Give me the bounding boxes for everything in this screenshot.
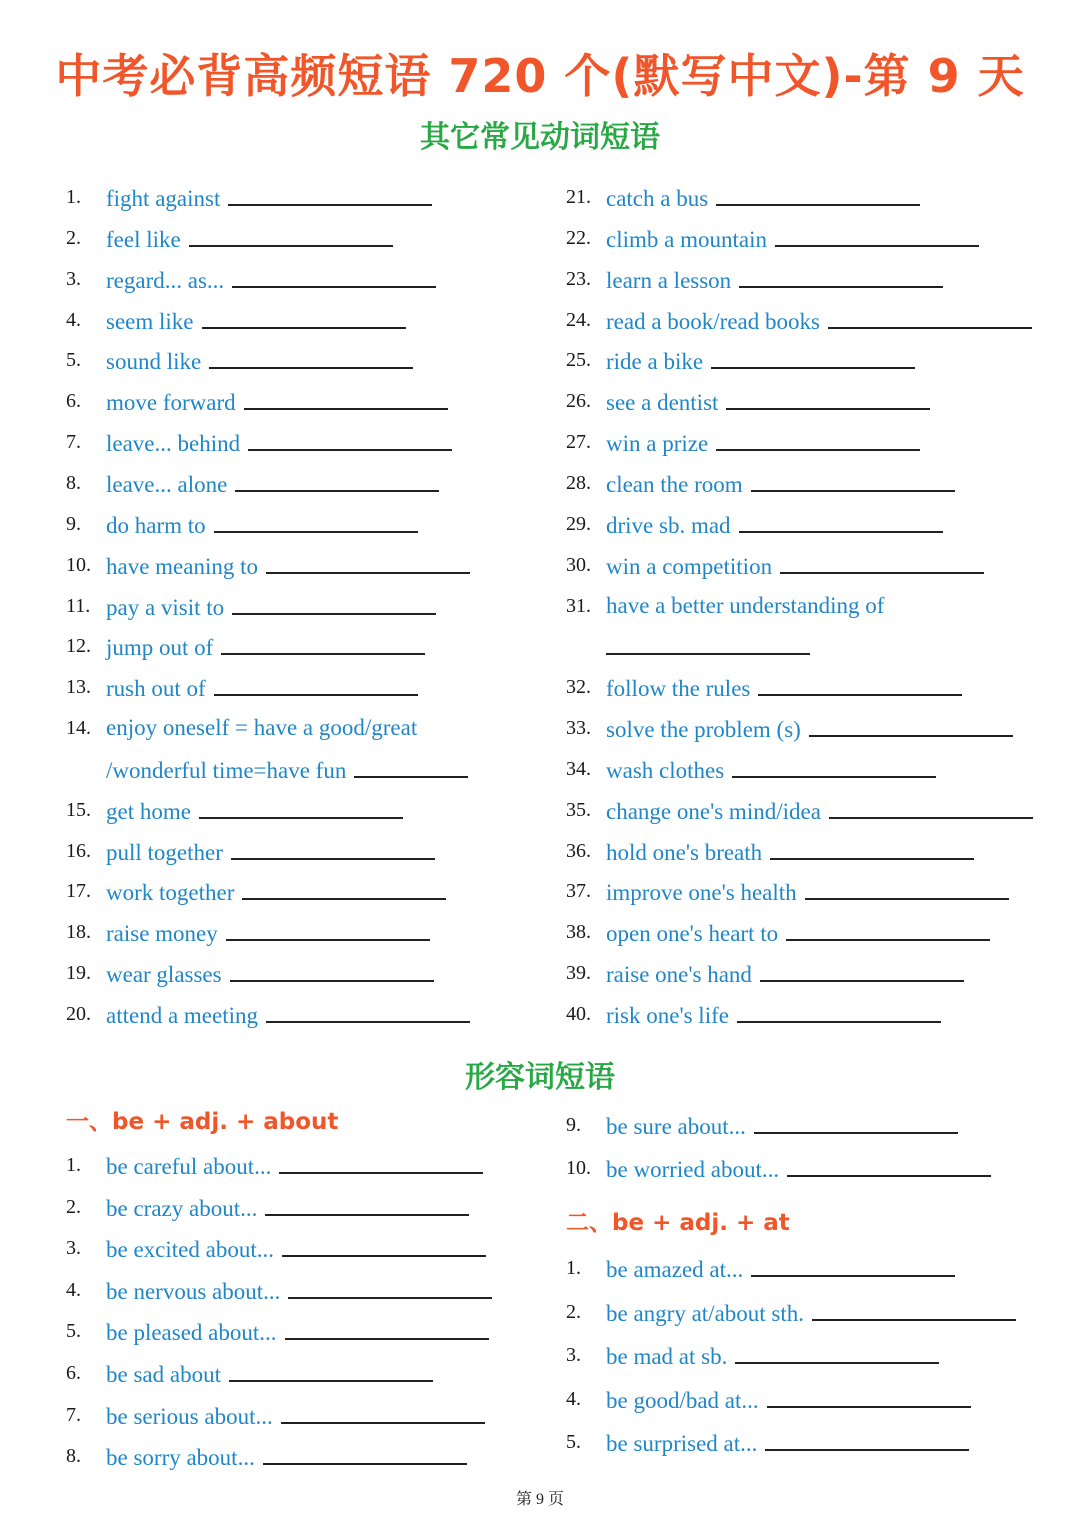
phrase-label: rush out of — [106, 676, 206, 701]
phrase-label: follow the rules — [606, 676, 751, 701]
item-number: 17. — [66, 880, 91, 902]
phrase-text — [606, 221, 979, 257]
phrase-text — [106, 221, 393, 257]
phrase-label: clean the room — [606, 472, 743, 497]
phrase-label: be surprised at... — [606, 1431, 758, 1456]
item-number: 2. — [566, 1301, 581, 1323]
answer-blank[interactable] — [732, 752, 936, 778]
item-number: 28. — [566, 472, 591, 494]
phrase-text — [606, 343, 915, 379]
answer-blank[interactable] — [739, 507, 943, 533]
phrase-label: regard... as... — [106, 268, 225, 293]
phrase-label: improve one's health — [606, 880, 797, 905]
phrase-label: /wonderful time=have fun — [106, 758, 347, 783]
verb-section-title: 其它常见动词短语 — [420, 120, 660, 155]
phrase-label: be sad about — [106, 1362, 221, 1387]
phrase-text — [106, 384, 448, 420]
answer-blank[interactable] — [739, 262, 943, 288]
phrase-text — [106, 629, 425, 665]
phrase-label: solve the problem (s) — [606, 717, 801, 742]
page-number: 第 9 页 — [515, 1491, 564, 1508]
item-number: 38. — [566, 921, 591, 943]
answer-blank[interactable] — [787, 1151, 991, 1177]
answer-blank[interactable] — [735, 1338, 939, 1364]
phrase-label: do harm to — [106, 513, 206, 538]
answer-blank[interactable] — [209, 343, 413, 369]
phrase-label: hold one's breath — [606, 840, 763, 865]
phrase-text — [606, 915, 990, 951]
answer-blank[interactable] — [751, 1251, 955, 1277]
phrase-label: wear glasses — [106, 962, 222, 987]
phrase-text — [606, 834, 974, 870]
answer-blank[interactable] — [716, 425, 920, 451]
phrase-text — [106, 1190, 469, 1226]
answer-blank[interactable] — [770, 834, 974, 860]
answer-blank[interactable] — [281, 1398, 485, 1424]
answer-blank[interactable] — [812, 1295, 1016, 1321]
answer-blank[interactable] — [828, 303, 1032, 329]
phrase-label: raise one's hand — [606, 962, 752, 987]
answer-blank[interactable] — [758, 670, 962, 696]
answer-blank[interactable] — [354, 752, 468, 778]
item-number: 8. — [66, 472, 81, 494]
phrase-text — [106, 1231, 486, 1267]
answer-blank[interactable] — [760, 956, 964, 982]
item-number: 6. — [66, 390, 81, 412]
phrase-label: feel like — [106, 227, 181, 252]
answer-blank[interactable] — [809, 711, 1013, 737]
phrase-label: seem like — [106, 309, 194, 334]
item-number: 6. — [66, 1362, 81, 1384]
item-number: 20. — [66, 1003, 91, 1025]
item-number: 31. — [566, 595, 591, 617]
phrase-text — [106, 670, 418, 706]
phrase-text — [106, 711, 417, 745]
phrase-text — [606, 1295, 1016, 1331]
phrase-text — [606, 384, 930, 420]
item-number: 3. — [566, 1344, 581, 1366]
answer-blank[interactable] — [775, 221, 979, 247]
phrase-label: be sorry about... — [106, 1445, 255, 1470]
phrase-label: open one's heart to — [606, 921, 779, 946]
phrase-text — [106, 180, 432, 216]
about-group-heading: 一、be + adj. + about — [66, 1109, 339, 1135]
phrase-label: be crazy about... — [106, 1196, 258, 1221]
item-number: 4. — [66, 309, 81, 331]
phrase-label: attend a meeting — [106, 1003, 258, 1028]
phrase-label: be nervous about... — [106, 1279, 281, 1304]
item-number: 16. — [66, 840, 91, 862]
item-number: 9. — [66, 513, 81, 535]
answer-blank[interactable] — [199, 793, 403, 819]
item-number: 1. — [66, 1154, 81, 1176]
phrase-text — [606, 303, 1032, 339]
item-number: 2. — [66, 1196, 81, 1218]
item-number: 7. — [66, 431, 81, 453]
phrase-label: change one's mind/idea — [606, 799, 821, 824]
item-number: 24. — [566, 309, 591, 331]
phrase-text — [606, 466, 955, 502]
phrase-label: have meaning to — [106, 554, 259, 579]
item-number: 5. — [66, 349, 81, 371]
phrase-label: be careful about... — [106, 1154, 272, 1179]
item-number: 25. — [566, 349, 591, 371]
answer-blank[interactable] — [228, 180, 432, 206]
phrase-text — [606, 548, 984, 584]
phrase-label: have a better understanding of — [606, 593, 885, 618]
phrase-text — [106, 466, 439, 502]
phrase-text — [606, 507, 943, 543]
answer-blank[interactable] — [202, 303, 406, 329]
answer-blank[interactable] — [282, 1231, 486, 1257]
page-title: 中考必背高频短语 720 个(默写中文)-第 9 天 — [55, 49, 1025, 103]
phrase-text — [106, 1148, 483, 1184]
answer-blank[interactable] — [244, 384, 448, 410]
item-number: 5. — [66, 1320, 81, 1342]
phrase-text — [606, 1151, 991, 1187]
phrase-text — [106, 752, 468, 788]
at-group-heading: 二、be + adj. + at — [566, 1210, 790, 1236]
phrase-text — [606, 180, 920, 216]
item-number: 15. — [66, 799, 91, 821]
phrase-label: pull together — [106, 840, 223, 865]
item-number: 11. — [66, 595, 91, 617]
item-number: 4. — [66, 1279, 81, 1301]
item-number: 12. — [66, 635, 91, 657]
item-number: 4. — [566, 1388, 581, 1410]
phrase-label: read a book/read books — [606, 309, 820, 334]
item-number: 7. — [66, 1404, 81, 1426]
item-number: 23. — [566, 268, 591, 290]
phrase-text — [606, 793, 1033, 829]
item-number: 10. — [66, 554, 91, 576]
phrase-label: climb a mountain — [606, 227, 767, 252]
phrase-label: wash clothes — [606, 758, 725, 783]
phrase-text — [106, 425, 452, 461]
item-number: 22. — [566, 227, 591, 249]
item-number: 37. — [566, 880, 591, 902]
phrase-text — [606, 1425, 969, 1461]
phrase-text — [106, 507, 418, 543]
answer-blank[interactable] — [189, 221, 393, 247]
item-number: 36. — [566, 840, 591, 862]
answer-blank[interactable] — [726, 384, 930, 410]
phrase-text — [106, 1398, 485, 1434]
phrase-text — [606, 752, 936, 788]
phrase-label: sound like — [106, 349, 202, 374]
answer-blank[interactable] — [214, 670, 418, 696]
phrase-text — [606, 997, 941, 1033]
item-number: 19. — [66, 962, 91, 984]
phrase-label: be worried about... — [606, 1157, 780, 1182]
answer-blank[interactable] — [285, 1314, 489, 1340]
phrase-label: ride a bike — [606, 349, 704, 374]
answer-blank[interactable] — [242, 874, 446, 900]
phrase-label: get home — [106, 799, 191, 824]
phrase-text — [106, 834, 435, 870]
item-number: 27. — [566, 431, 591, 453]
item-number: 9. — [566, 1114, 581, 1136]
item-number: 13. — [66, 676, 91, 698]
phrase-label: be excited about... — [106, 1237, 274, 1262]
phrase-text — [606, 874, 1009, 910]
phrase-label: be good/bad at... — [606, 1388, 759, 1413]
item-number: 30. — [566, 554, 591, 576]
item-number: 14. — [66, 717, 91, 739]
phrase-text — [606, 1338, 939, 1374]
answer-blank[interactable] — [263, 1439, 467, 1465]
answer-blank[interactable] — [265, 1190, 469, 1216]
phrase-text — [106, 915, 430, 951]
phrase-label: be pleased about... — [106, 1320, 277, 1345]
phrase-text — [606, 629, 810, 665]
phrase-label: drive sb. mad — [606, 513, 731, 538]
answer-blank[interactable] — [780, 548, 984, 574]
phrase-label: catch a bus — [606, 186, 709, 211]
item-number: 35. — [566, 799, 591, 821]
phrase-text — [106, 793, 403, 829]
answer-blank[interactable] — [221, 629, 425, 655]
phrase-label: raise money — [106, 921, 218, 946]
phrase-label: move forward — [106, 390, 236, 415]
answer-blank[interactable] — [229, 1356, 433, 1382]
phrase-text — [106, 303, 406, 339]
phrase-label: win a prize — [606, 431, 709, 456]
answer-blank[interactable] — [279, 1148, 483, 1174]
phrase-text — [106, 1356, 433, 1392]
phrase-label: be sure about... — [606, 1114, 746, 1139]
answer-blank[interactable] — [829, 793, 1033, 819]
answer-blank[interactable] — [606, 629, 810, 655]
answer-blank[interactable] — [266, 548, 470, 574]
phrase-label: fight against — [106, 186, 221, 211]
answer-blank[interactable] — [751, 466, 955, 492]
phrase-text — [106, 874, 446, 910]
answer-blank[interactable] — [737, 997, 941, 1023]
phrase-text — [606, 1382, 971, 1418]
answer-blank[interactable] — [232, 262, 436, 288]
phrase-label: risk one's life — [606, 1003, 729, 1028]
phrase-text — [606, 589, 884, 623]
item-number: 10. — [566, 1157, 591, 1179]
phrase-text — [106, 343, 413, 379]
answer-blank[interactable] — [805, 874, 1009, 900]
item-number: 32. — [566, 676, 591, 698]
item-number: 8. — [66, 1445, 81, 1467]
phrase-text — [106, 589, 436, 625]
item-number: 33. — [566, 717, 591, 739]
phrase-text — [606, 670, 962, 706]
answer-blank[interactable] — [716, 180, 920, 206]
phrase-text — [606, 1108, 958, 1144]
answer-blank[interactable] — [232, 589, 436, 615]
phrase-text — [106, 1273, 492, 1309]
phrase-text — [106, 956, 434, 992]
item-number: 18. — [66, 921, 91, 943]
answer-blank[interactable] — [786, 915, 990, 941]
answer-blank[interactable] — [288, 1273, 492, 1299]
answer-blank[interactable] — [248, 425, 452, 451]
phrase-label: leave... alone — [106, 472, 228, 497]
phrase-text — [606, 262, 943, 298]
item-number: 3. — [66, 268, 81, 290]
answer-blank[interactable] — [231, 834, 435, 860]
phrase-text — [606, 425, 920, 461]
item-number: 2. — [66, 227, 81, 249]
answer-blank[interactable] — [765, 1425, 969, 1451]
phrase-text — [106, 262, 436, 298]
item-number: 1. — [66, 186, 81, 208]
phrase-text — [606, 956, 964, 992]
phrase-label: be amazed at... — [606, 1257, 744, 1282]
phrase-label: be mad at sb. — [606, 1344, 728, 1369]
item-number: 34. — [566, 758, 591, 780]
item-number: 3. — [66, 1237, 81, 1259]
answer-blank[interactable] — [235, 466, 439, 492]
item-number: 40. — [566, 1003, 591, 1025]
item-number: 29. — [566, 513, 591, 535]
answer-blank[interactable] — [230, 956, 434, 982]
phrase-text — [606, 711, 1013, 747]
phrase-label: work together — [106, 880, 235, 905]
phrase-label: see a dentist — [606, 390, 719, 415]
phrase-label: enjoy oneself = have a good/great — [106, 715, 418, 740]
answer-blank[interactable] — [767, 1382, 971, 1408]
phrase-text — [106, 1314, 489, 1350]
phrase-label: leave... behind — [106, 431, 241, 456]
answer-blank[interactable] — [214, 507, 418, 533]
phrase-label: learn a lesson — [606, 268, 732, 293]
phrase-text — [106, 997, 470, 1033]
phrase-label: win a competition — [606, 554, 773, 579]
adjective-section-title: 形容词短语 — [465, 1060, 615, 1095]
item-number: 5. — [566, 1431, 581, 1453]
item-number: 21. — [566, 186, 591, 208]
answer-blank[interactable] — [266, 997, 470, 1023]
phrase-label: be serious about... — [106, 1404, 273, 1429]
answer-blank[interactable] — [711, 343, 915, 369]
item-number: 1. — [566, 1257, 581, 1279]
phrase-label: pay a visit to — [106, 595, 225, 620]
answer-blank[interactable] — [226, 915, 430, 941]
phrase-label: jump out of — [106, 635, 214, 660]
item-number: 26. — [566, 390, 591, 412]
phrase-text — [106, 548, 470, 584]
phrase-text — [106, 1439, 467, 1475]
answer-blank[interactable] — [754, 1108, 958, 1134]
phrase-text — [606, 1251, 955, 1287]
item-number: 39. — [566, 962, 591, 984]
phrase-label: be angry at/about sth. — [606, 1301, 805, 1326]
